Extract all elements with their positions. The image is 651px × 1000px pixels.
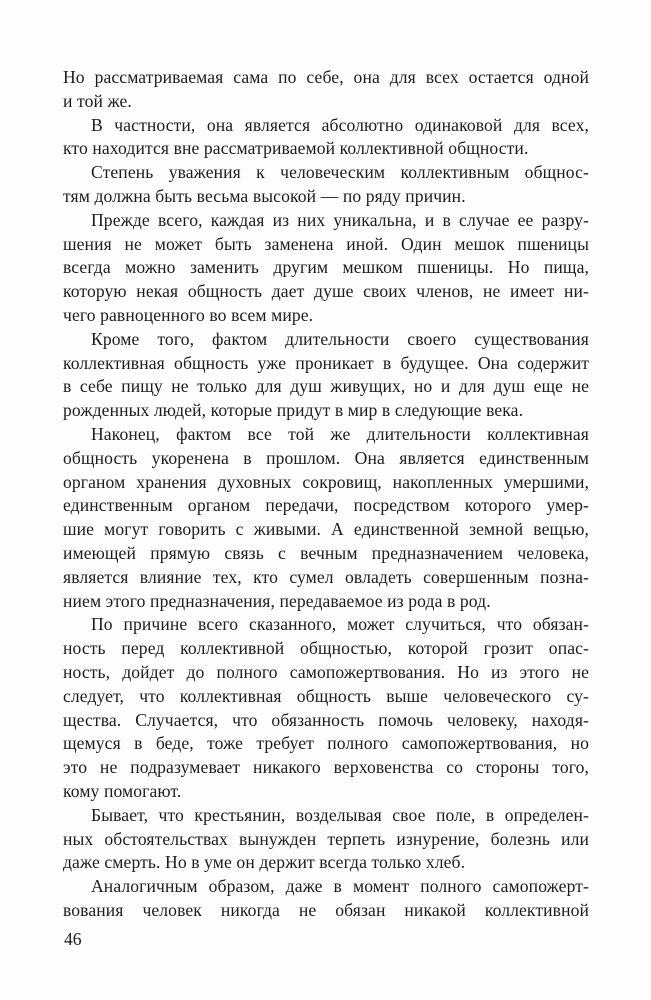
text-line: единственным органом передачи, посредством которого умер- xyxy=(63,495,589,516)
paragraph xyxy=(63,613,589,803)
text-line: это не подразумевает никакого верховенства со стороны того, xyxy=(63,757,589,778)
text-line: чего равноценного во всем мире. xyxy=(63,304,314,325)
text-line: Наконец, фактом все той же длительности коллективная xyxy=(91,423,589,444)
text-line: щемуся в беде, тоже требует полного самопожертвования, но xyxy=(63,733,589,754)
text-line: в себе пищу не только для душ живущих, но и для душ еще не xyxy=(63,376,589,397)
text-line: ных обстоятельствах вынужден терпеть изнурение, болезнь или xyxy=(63,828,589,849)
text-line: кому помогают. xyxy=(63,780,182,801)
text-line: тям должна быть весьма высокой — по ряду причин. xyxy=(63,185,466,206)
text-line: которую некая общность дает душе своих членов, не имеет ни- xyxy=(63,281,589,302)
paragraph xyxy=(63,875,589,923)
text-line: ность перед коллективной общностью, которой грозит опас- xyxy=(63,638,589,659)
page-number: 46 xyxy=(64,929,82,949)
text-line: Бывает, что крестьянин, возделывая свое поле, в определен- xyxy=(91,804,589,825)
text-line: коллективная общность уже проникает в будущее. Она содержит xyxy=(63,352,589,373)
text-line: рожденных людей, которые придут в мир в следующие века. xyxy=(63,400,524,421)
text-line: и той же. xyxy=(63,90,132,111)
text-line: Прежде всего, каждая из них уникальна, и в случае ее разру- xyxy=(91,209,589,230)
text-line: Кроме того, фактом длительности своего существования xyxy=(91,328,589,349)
text-line: щества. Случается, что обязанность помочь человеку, находя- xyxy=(63,709,589,730)
text-line: вования человек никогда не обязан никакой коллективной xyxy=(63,899,589,920)
text-line: В частности, она является абсолютно одинаковой для всех, xyxy=(91,114,589,135)
paragraph xyxy=(63,161,589,209)
text-line: следует, что коллективная общность выше человеческого су- xyxy=(63,685,589,706)
text-line: нием этого предназначения, передаваемое из рода в род. xyxy=(63,590,491,611)
text-line: имеющей прямую связь с вечным предназначением человека, xyxy=(63,542,589,563)
paragraph xyxy=(63,328,589,423)
text-line: Степень уважения к человеческим коллективным общнос- xyxy=(91,162,589,183)
text-line: общность укоренена в прошлом. Она является единственным xyxy=(63,447,589,468)
text-line: шие могут говорить с живыми. А единственной земной вещью, xyxy=(63,519,589,540)
paragraph xyxy=(63,114,589,162)
paragraph xyxy=(63,209,589,328)
text-block xyxy=(63,66,589,923)
text-line: кто находится вне рассматриваемой коллективной общности. xyxy=(63,138,529,159)
text-line: даже смерть. Но в уме он держит всегда только хлеб. xyxy=(63,852,466,873)
text-line: шения не может быть заменена иной. Один мешок пшеницы xyxy=(63,233,589,254)
paragraph xyxy=(63,804,589,875)
text-line: ность, дойдет до полного самопожертвования. Но из этого не xyxy=(63,661,589,682)
paragraph xyxy=(63,423,589,613)
text-line: Но рассматриваемая сама по себе, она для всех остается одной xyxy=(63,67,589,87)
text-line: Аналогичным образом, даже в момент полного самопожерт- xyxy=(91,876,589,897)
text-line: всегда можно заменить другим мешком пшеницы. Но пища, xyxy=(63,257,589,278)
text-line: По причине всего сказанного, может случиться, что обязан- xyxy=(91,614,589,635)
paragraph xyxy=(63,66,589,114)
text-line: является влияние тех, кто сумел овладеть совершенным позна- xyxy=(63,566,589,587)
text-line: органом хранения духовных сокровищ, накопленных умершими, xyxy=(63,471,589,492)
